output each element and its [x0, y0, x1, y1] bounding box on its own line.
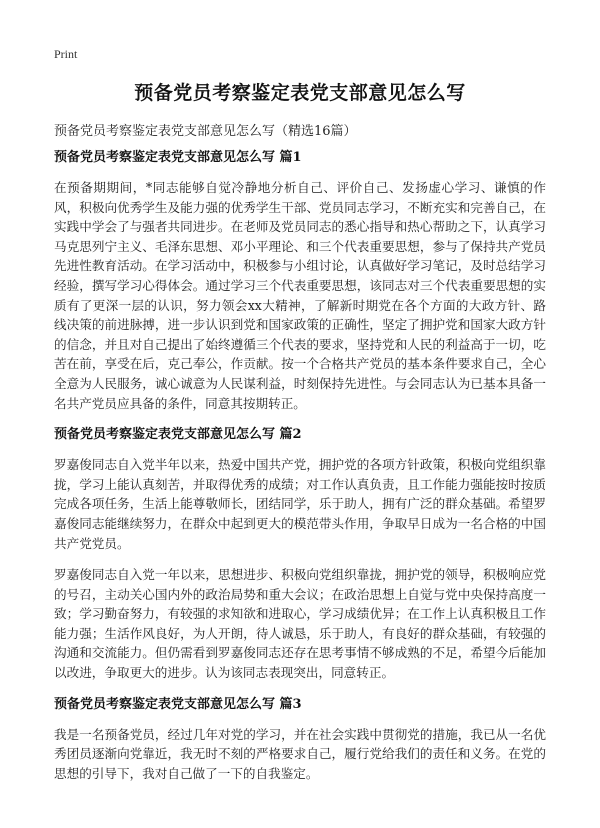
print-link[interactable]: Print [54, 47, 78, 61]
section-heading: 预备党员考察鉴定表党支部意见怎么写 篇3 [54, 696, 302, 712]
section-heading: 预备党员考察鉴定表党支部意见怎么写 篇1 [54, 150, 302, 165]
section-1 [54, 148, 546, 413]
article-body [54, 148, 546, 795]
section-2 [54, 425, 546, 683]
page-subtitle: 预备党员考察鉴定表党支部意见怎么写（精选16篇） [54, 124, 357, 139]
section-3 [54, 695, 546, 784]
section-heading: 预备党员考察鉴定表党支部意见怎么写 篇2 [54, 427, 302, 443]
paragraph: 罗嘉俊同志自入党半年以来，热爱中国共产党，拥护党的各项方针政策，积极向党组织靠拢，学习上能认真刻苦，并取得优秀的成绩；对工作认真负责，且工作能力强能按时按质完成各项任务，生活上能尊敬师长，团结同学，乐于助人，拥有广泛的群众基础。希望罗嘉俊同志能继续努力，在群众中起到更大的模范带头作用，争取早日成为一名合格的中国共产党党员。 [54, 457, 546, 551]
paragraph: 我是一名预备党员，经过几年对党的学习，并在社会实践中贯彻党的措施，我已从一名优秀团员逐渐向党靠近，我无时不刻的严格要求自己，履行党给我们的责任和义务。在党的思想的引导下，我对自己做了一下的自我鉴定。 [54, 726, 546, 781]
paragraph: 在预备期期间，*同志能够自觉冷静地分析自己、评价自己、发扬虚心学习、谦慎的作风，积极向优秀学生及能力强的优秀学生干部、党员同志学习，不断充实和完善自己，在实践中学会了与强者共同进步。在老师及党员同志的悉心指导和热心帮助之下，认真学习马克思列宁主义、毛泽东思想、邓小平理论、和三个代表重要思想，参与了保持共产党员先进性教育活动。在学习活动中，积极参与小组讨论，认真做好学习笔记，及时总结学习经验，撰写学习心得体会。通过学习三个代表重要思想，该同志对三个代表重要思想的实质有了更深一层的认识，努力领会xx大精神，了解新时期党在各个方面的大政方针、路线决策的前进脉搏，进一步认识到党和国家政策的正确性，坚定了拥护党和国家大政方针的信念，并且对自己提出了始终遵循三个代表的要求，坚持党和人民的利益高于一切，吃苦在前，享受在后，克己奉公，作贡献。按一个合格共产党员的基本条件要求自己，全心全意为人民服务，诚心诚意为人民谋利益，时刻保持先进性。与会同志认为已基本具备一名共产党员应具备的条件，同意其按期转正。 [54, 180, 546, 411]
page-title: 预备党员考察鉴定表党支部意见怎么写 [134, 82, 466, 104]
paragraph: 罗嘉俊同志自入党一年以来，思想进步、积极向党组织靠拢，拥护党的领导，积极响应党的号召，主动关心国内外的政治局势和重大会议；在政治思想上自觉与党中央保持高度一致；学习勤奋努力，有较强的求知欲和进取心，学习成绩优异；在工作上认真积极且工作能力强；生活作风良好，为人开朗，待人诚恳，乐于助人，有良好的群众基础，有较强的沟通和交流能力。但仍需看到罗嘉俊同志还存在思考事情不够成熟的不足，希望今后能加以改进，争取更大的进步。认为该同志表现突出，同意转正。 [54, 567, 546, 681]
